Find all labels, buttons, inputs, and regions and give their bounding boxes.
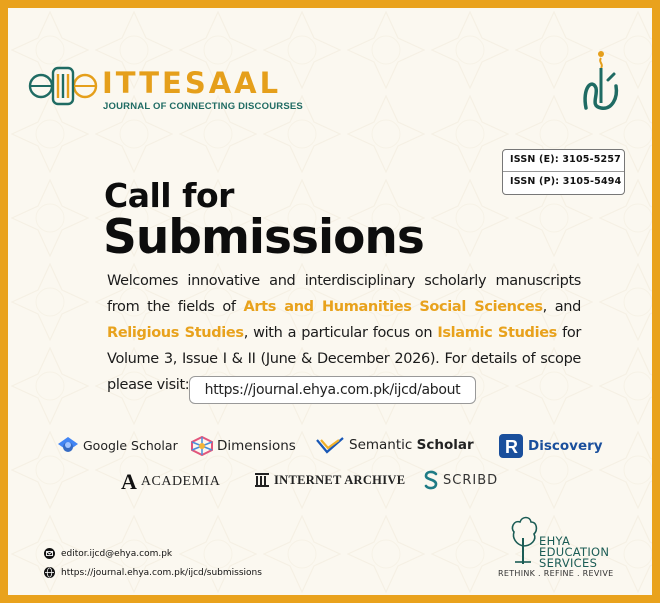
publisher-line1: EHYA <box>539 534 571 548</box>
highlight-social-sciences: Social Sciences <box>419 299 543 315</box>
google-scholar-icon <box>57 436 79 454</box>
about-url-link[interactable]: https://journal.ehya.com.pk/ijcd/about <box>189 376 476 404</box>
headline-line1: Call for <box>104 176 234 215</box>
internet-archive-label: INTERNET ARCHIVE <box>274 472 406 487</box>
globe-icon <box>44 567 55 578</box>
semantic-label-b: Scholar <box>416 437 474 453</box>
semantic-scholar-icon <box>315 436 345 454</box>
academia-icon: A <box>121 469 137 494</box>
publisher-name <box>539 536 609 569</box>
journal-subtitle: JOURNAL OF CONNECTING DISCOURSES <box>103 101 303 112</box>
indexer-dimensions <box>191 436 296 456</box>
publisher-line3: SERVICES <box>539 556 598 570</box>
poster <box>8 8 652 595</box>
indexer-academia <box>121 469 220 495</box>
ittesaal-logo-icon <box>27 60 99 112</box>
publisher-line2: EDUCATION <box>539 545 610 559</box>
issn-electronic: ISSN (E): 3105-5257 <box>510 154 621 165</box>
calligraphy-emblem-icon <box>578 48 624 120</box>
indexer-internet-archive <box>254 472 405 488</box>
headline-line2: Submissions <box>103 210 424 265</box>
academia-label: ACADEMIA <box>140 474 221 489</box>
indexer-scribd <box>423 470 498 490</box>
highlight-arts-humanities: Arts and Humanities <box>243 299 412 315</box>
indexer-semantic-scholar <box>315 436 474 454</box>
google-scholar-label: Google Scholar <box>83 437 178 453</box>
indexer-discovery <box>498 433 603 459</box>
contact-email[interactable] <box>44 548 172 559</box>
contact-website[interactable] <box>44 567 262 578</box>
svg-text:R: R <box>505 437 518 457</box>
publisher-tagline: RETHINK . REFINE . REVIVE <box>498 569 614 578</box>
body-text-3: , and <box>542 299 581 315</box>
ehya-tree-icon <box>506 514 540 566</box>
issn-print: ISSN (P): 3105-5494 <box>510 176 622 187</box>
dimensions-icon <box>191 436 213 456</box>
body-text-4: , with a particular focus on <box>243 325 438 341</box>
scribd-label: SCRIBD <box>443 472 499 488</box>
highlight-islamic-studies: Islamic Studies <box>437 325 557 341</box>
scribd-icon <box>423 470 439 490</box>
journal-name: ITTESAAL <box>102 66 282 100</box>
semantic-label-a: Semantic <box>349 437 417 453</box>
issn-box <box>502 149 625 195</box>
email-icon <box>44 548 55 559</box>
discovery-icon <box>498 433 524 459</box>
body-text-1: Welcomes innovative and interdisciplinary scholarly manuscripts from the fields of <box>107 273 581 315</box>
dimensions-label: Dimensions <box>217 438 296 454</box>
indexer-google-scholar <box>57 436 178 454</box>
body-text-5: for Volume 3, Issue I & II (June & December 2026). For details of scope please visit: <box>107 325 581 393</box>
email-text: editor.ijcd@ehya.com.pk <box>61 548 173 559</box>
website-text: https://journal.ehya.com.pk/ijcd/submissions <box>61 567 262 578</box>
discovery-label: Discovery <box>528 438 603 454</box>
internet-archive-icon <box>254 472 270 488</box>
highlight-religious-studies: Religious Studies <box>107 325 244 341</box>
